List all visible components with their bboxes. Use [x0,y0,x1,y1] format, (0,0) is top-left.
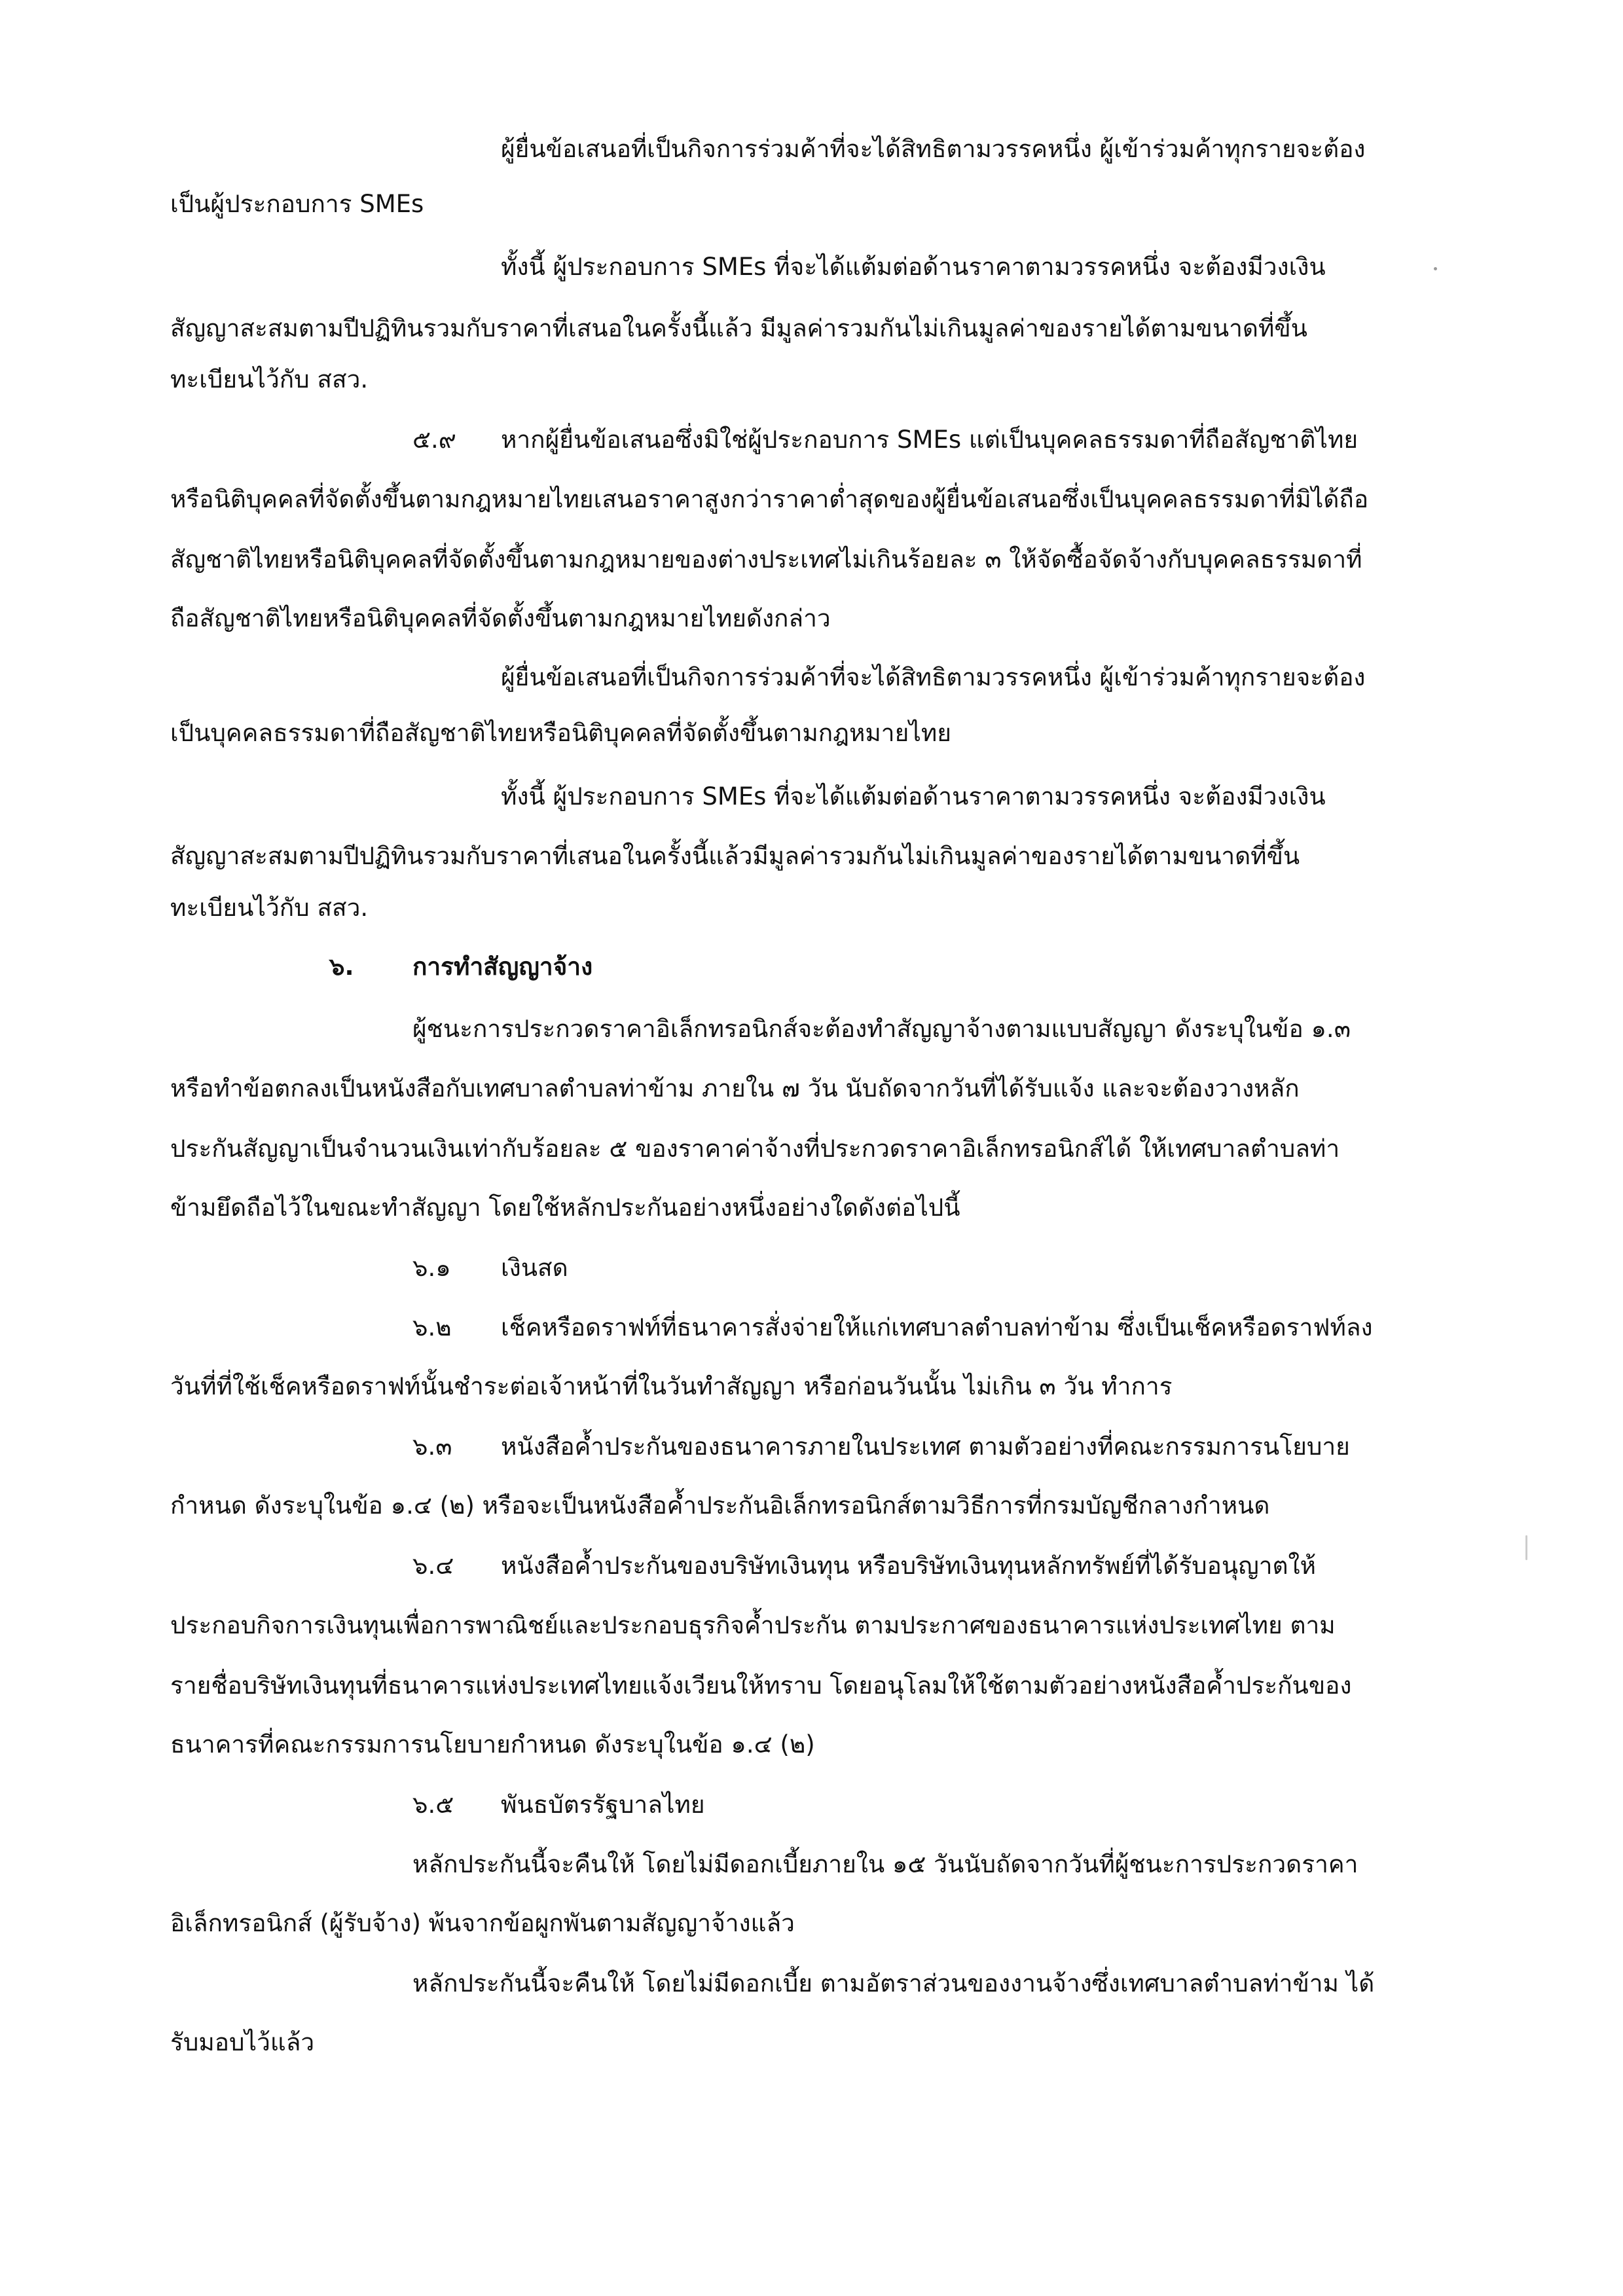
s64-line-4: ธนาคารที่คณะกรรมการนโยบายกำหนด ดังระบุในข้อ ๑.๔ (๒) [170,1730,815,1758]
section-6-number: ๖. [329,953,354,981]
scan-speck [1525,1535,1527,1560]
s62-line-2: วันที่ที่ใช้เช็คหรือดราฟท์นั้นชำระต่อเจ้าหน้าที่ในวันทำสัญญา หรือก่อนวันนั้น ไม่เกิน ๓ วัน ทำการ [170,1372,1173,1400]
p6-line-1: ผู้ชนะการประกวดราคาอิเล็กทรอนิกส์จะต้องทำสัญญาจ้างตามแบบสัญญา ดังระบุในข้อ ๑.๓ [412,1015,1351,1043]
s64-line-1: หนังสือค้ำประกันของบริษัทเงินทุน หรือบริษัทเงินทุนหลักทรัพย์ที่ได้รับอนุญาตให้ [501,1552,1316,1580]
section-6-3-number: ๖.๓ [412,1432,452,1461]
s59-line-4: ถือสัญชาติไทยหรือนิติบุคคลที่จัดตั้งขึ้นตามกฎหมายไทยดังกล่าว [170,604,831,632]
p6-line-3: ประกันสัญญาเป็นจำนวนเงินเท่ากับร้อยละ ๕ ของราคาค่าจ้างที่ประกวดราคาอิเล็กทรอนิกส์ได้ ให้เทศบาลตำบลท่า [170,1135,1340,1163]
section-6-4-number: ๖.๔ [412,1552,454,1580]
p4-line-2: เป็นบุคคลธรรมดาที่ถือสัญชาติไทยหรือนิติบุคคลที่จัดตั้งขึ้นตามกฎหมายไทย [170,719,951,747]
s64-line-2: ประกอบกิจการเงินทุนเพื่อการพาณิชย์และประกอบธุรกิจค้ำประกัน ตามประกาศของธนาคารแห่งประเทศไทย ตาม [170,1611,1336,1639]
p6-line-2: หรือทำข้อตกลงเป็นหนังสือกับเทศบาลตำบลท่าข้าม ภายใน ๗ วัน นับถัดจากวันที่ได้รับแจ้ง และจะต้องวางหลัก [170,1074,1300,1102]
section-6-1-number: ๖.๑ [412,1254,451,1282]
s64-line-3: รายชื่อบริษัทเงินทุนที่ธนาคารแห่งประเทศไทยแจ้งเวียนให้ทราบ โดยอนุโลมให้ใช้ตามตัวอย่างหนังสือค้ำประกันของ [170,1671,1352,1700]
s63-line-1: หนังสือค้ำประกันของธนาคารภายในประเทศ ตามตัวอย่างที่คณะกรรมการนโยบาย [501,1432,1350,1461]
section-6-2-number: ๖.๒ [412,1313,452,1341]
s63-line-2: กำหนด ดังระบุในข้อ ๑.๔ (๒) หรือจะเป็นหนังสือค้ำประกันอิเล็กทรอนิกส์ตามวิธีการที่กรมบัญชีกลางกำหนด [170,1491,1270,1520]
p6-line-4: ข้ามยึดถือไว้ในขณะทำสัญญา โดยใช้หลักประกันอย่างหนึ่งอย่างใดดังต่อไปนี้ [170,1194,960,1222]
p1-line-1: ผู้ยื่นข้อเสนอที่เป็นกิจการร่วมค้าที่จะได้สิทธิตามวรรคหนึ่ง ผู้เข้าร่วมค้าทุกรายจะต้อง [501,135,1366,163]
s59-line-2: หรือนิติบุคคลที่จัดตั้งขึ้นตามกฎหมายไทยเสนอราคาสูงกว่าราคาต่ำสุดของผู้ยื่นข้อเสนอซึ่งเป็นบุคคลธรรมดาที่มิได้ถือ [170,485,1369,513]
p2-line-3: ทะเบียนไว้กับ สสว. [170,365,369,393]
p4-line-1: ผู้ยื่นข้อเสนอที่เป็นกิจการร่วมค้าที่จะได้สิทธิตามวรรคหนึ่ง ผู้เข้าร่วมค้าทุกรายจะต้อง [501,663,1366,691]
section-6-5-number: ๖.๕ [412,1791,454,1819]
scan-speck [1434,267,1437,270]
p5-line-3: ทะเบียนไว้กับ สสว. [170,894,369,922]
p7-line-2: อิเล็กทรอนิกส์ (ผู้รับจ้าง) พ้นจากข้อผูกพันตามสัญญาจ้างแล้ว [170,1909,795,1937]
p8-line-1: หลักประกันนี้จะคืนให้ โดยไม่มีดอกเบี้ย ตามอัตราส่วนของงานจ้างซึ่งเทศบาลตำบลท่าข้าม ได้ [412,1969,1375,1997]
p2-line-2: สัญญาสะสมตามปีปฏิทินรวมกับราคาที่เสนอในครั้งนี้แล้ว มีมูลค่ารวมกันไม่เกินมูลค่าของรายได้ตามขนาดที่ขึ้น [170,314,1307,342]
s61-line-1: เงินสด [501,1254,568,1282]
p5-line-2: สัญญาสะสมตามปีปฏิทินรวมกับราคาที่เสนอในครั้งนี้แล้วมีมูลค่ารวมกันไม่เกินมูลค่าของรายได้ตามขนาดที่ขึ้น [170,842,1300,870]
p5-line-1: ทั้งนี้ ผู้ประกอบการ SMEs ที่จะได้แต้มต่อด้านราคาตามวรรคหนึ่ง จะต้องมีวงเงิน [501,782,1326,811]
s59-line-3: สัญชาติไทยหรือนิติบุคคลที่จัดตั้งขึ้นตามกฎหมายของต่างประเทศไม่เกินร้อยละ ๓ ให้จัดซื้อจัดจ้างกับบุคคลธรรมดาที่ [170,545,1362,574]
p1-line-2: เป็นผู้ประกอบการ SMEs [170,190,424,218]
s62-line-1: เช็คหรือดราฟท์ที่ธนาคารสั่งจ่ายให้แก่เทศบาลตำบลท่าข้าม ซึ่งเป็นเช็คหรือดราฟท์ลง [501,1313,1373,1341]
section-5-9-number: ๕.๙ [412,426,456,454]
p7-line-1: หลักประกันนี้จะคืนให้ โดยไม่มีดอกเบี้ยภายใน ๑๕ วันนับถัดจากวันที่ผู้ชนะการประกวดราคา [412,1850,1359,1878]
s59-line-1: หากผู้ยื่นข้อเสนอซึ่งมิใช่ผู้ประกอบการ SMEs แต่เป็นบุคคลธรรมดาที่ถือสัญชาติไทย [501,426,1359,454]
p2-line-1: ทั้งนี้ ผู้ประกอบการ SMEs ที่จะได้แต้มต่อด้านราคาตามวรรคหนึ่ง จะต้องมีวงเงิน [501,253,1326,281]
p8-line-2: รับมอบไว้แล้ว [170,2028,315,2056]
s65-line-1: พันธบัตรรัฐบาลไทย [501,1791,705,1819]
section-6-heading: การทำสัญญาจ้าง [412,953,593,981]
